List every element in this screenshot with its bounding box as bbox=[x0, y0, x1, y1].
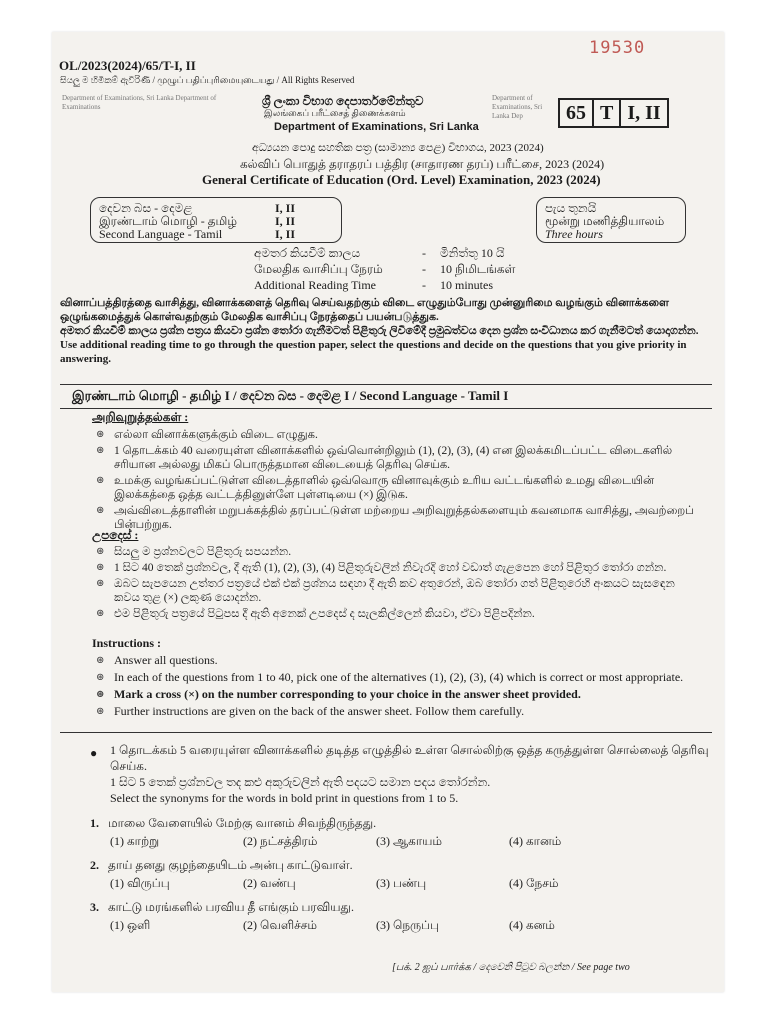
answer-option: (3) நெருப்பு bbox=[376, 918, 440, 932]
rights-notice: සියලු ම හිමිකම් ඇවිරිණි / முழுப் பதிப்புரிமையுடையது / All Rights Reserved bbox=[60, 75, 355, 85]
instruction-item: ⊛ Further instructions are given on the back of the answer sheet. Follow them carefully. bbox=[92, 704, 702, 719]
instruction-item: ⊛ ඔබට සැපයෙන උත්තර පත්‍රයේ එක් එක් ප්‍රශ්නය සඳහා දී ඇති කව අතුරෙන්, ඔබ තෝරා ගත් පිළිතුරෙහි අංකයට සැසඳෙන කවය තුළ (×) ලකුණ යොදන්න. bbox=[92, 577, 702, 605]
subject-line bbox=[99, 228, 333, 241]
duration-tamil: மூன்று மணித்தியாலம் bbox=[545, 214, 665, 228]
reading-time-value: 10 minutes bbox=[440, 278, 493, 292]
paper-code-language: T bbox=[594, 100, 621, 126]
duration-sinhala: පැය තුනයි bbox=[545, 201, 597, 215]
instruction-item: ⊛ එම පිළිතුරු පත්‍රයේ පිටුපස දී ඇති අනෙක් උපදෙස් ද සැලකිල්ලෙන් කියවා, ඒවා පිළිපදින්න. bbox=[92, 607, 702, 621]
reading-time-row: අමතර කියවීම් කාලය - මිනිත්තු 10 යි bbox=[254, 246, 505, 260]
reading-time-label: Additional Reading Time bbox=[254, 278, 377, 292]
question-stem: மாலை வேளையில் மேற்கு வானம் சிவந்திருந்தது. bbox=[108, 816, 377, 830]
watermark-right: Department of Examinations, Sri Lanka Dep bbox=[492, 94, 543, 120]
instructions-english bbox=[92, 636, 702, 721]
answer-option: (3) ஆகாயம் bbox=[376, 834, 443, 848]
instruction-item: ⊛ உமக்கு வழங்கப்பட்டுள்ள விடைத்தாளில் ஒவ்வொரு வினாவுக்கும் உரிய வட்டங்களில் உமது விடையின் இலக்கத்தை ஒத்த வட்டத்தினுள்ளே புள்ளடியை (×) இடுக. bbox=[92, 474, 702, 502]
reading-time-value: 10 நிமிடங்கள் bbox=[440, 262, 516, 276]
instruction-item: ⊛ In each of the questions from 1 to 40, pick one of the alternatives (1), (2), (3), (4) which is correct or most appropriate. bbox=[92, 670, 702, 685]
section-divider bbox=[60, 732, 712, 733]
answer-options bbox=[110, 876, 642, 892]
answer-option: (2) வண்பு bbox=[243, 876, 296, 890]
subject-paper: I, II bbox=[275, 201, 296, 215]
section-title: இரண்டாம் மொழி - தமிழ் I / දෙවන බස - දෙමළ I / Second Language - Tamil I bbox=[60, 384, 712, 409]
reading-time-label: අමතර කියවීම් කාලය bbox=[254, 246, 361, 260]
reading-time-row: மேலதிக வாசிப்பு நேரம் - 10 நிமிடங்கள் bbox=[254, 262, 516, 276]
part-intro-english: Select the synonyms for the words in bold print in questions from 1 to 5. bbox=[110, 791, 459, 805]
instruction-item: ⊛ 1 සිට 40 තෙක් ප්‍රශ්නවල, දී ඇති (1), (2), (3), (4) පිළිතුරුවලින් නිවැරදි හෝ වඩාත් ගැළපෙන හෝ පිළිතුර තෝරා ගන්න. bbox=[92, 561, 702, 575]
department-name-sinhala: ශ්‍රී ලංකා විභාග දෙපාර්තමේන්තුව bbox=[262, 94, 424, 108]
reading-time-instructions bbox=[60, 296, 712, 366]
answer-option: (2) நட்சத்திரம் bbox=[243, 834, 318, 848]
instruction-item: ⊛ සියලු ම ප්‍රශ්නවලට පිළිතුරු සපයන්න. bbox=[92, 545, 702, 559]
serial-number: 19530 bbox=[589, 38, 646, 58]
instruction-item: ⊛ Mark a cross (×) on the number corresponding to your choice in the answer sheet provided. bbox=[92, 687, 702, 702]
exam-title-english: General Certificate of Education (Ord. Level) Examination, 2023 (2024) bbox=[202, 172, 601, 187]
paper-code-parts: I, II bbox=[627, 102, 661, 124]
reading-time-value: මිනිත්තු 10 යි bbox=[440, 246, 505, 260]
question bbox=[90, 816, 642, 850]
part-intro-sinhala: 1 සිට 5 තෙක් ප්‍රශ්නවල තද කළු අකුරුවලින් ඇති පදයට සමාන පදය තෝරන්න. bbox=[110, 775, 491, 789]
paper-reference-code: OL/2023(2024)/65/T-I, II bbox=[59, 58, 196, 73]
instructions-heading: Instructions : bbox=[92, 636, 162, 650]
question-number: 3. bbox=[90, 900, 99, 914]
duration-box bbox=[536, 197, 686, 243]
paper-code-box bbox=[558, 98, 669, 128]
duration-english: Three hours bbox=[545, 227, 603, 241]
bullet-icon: ● bbox=[90, 746, 98, 760]
department-name-tamil: இலங்கைப் பரீட்சைத் திணைக்களம் bbox=[264, 108, 406, 118]
answer-option: (2) வெளிச்சம் bbox=[243, 918, 318, 932]
answer-option: (3) பண்பு bbox=[376, 876, 427, 890]
instructions-list bbox=[92, 545, 702, 621]
subject-paper: I, II bbox=[275, 227, 296, 241]
exam-title-tamil: கல்விப் பொதுத் தராதரப் பத்திர (சாதாரண தரப்) பரீட்சை, 2023 (2024) bbox=[240, 157, 605, 171]
intro-tamil: வினாப்பத்திரத்தை வாசித்து, வினாக்களைத் தெரிவு செய்வதற்கும் விடை எழுதும்போது முன்னுரிமை வழங்கும் வினாக்களை ஒழுங்கமைத்துக் கொள்வதற்கும் மேலதிக வாசிப்பு நேரத்தைப் பயன்படுத்துக. bbox=[60, 297, 669, 323]
instructions-list bbox=[92, 428, 702, 532]
question bbox=[90, 858, 642, 892]
paper-code-number: 65 bbox=[560, 100, 594, 126]
instruction-item: ⊛ Answer all questions. bbox=[92, 653, 702, 668]
question bbox=[90, 900, 642, 934]
answer-options bbox=[110, 918, 642, 934]
watermark-left: Department of Examinations, Sri Lanka Department of Examinations bbox=[62, 94, 217, 111]
intro-english: Use additional reading time to go through the question paper, select the questions and decide on the questions that you give priority in answering. bbox=[60, 339, 687, 365]
subject-box bbox=[90, 197, 342, 243]
intro-sinhala: අමතර කියවීම් කාලය ප්‍රශ්න පත්‍රය කියවා ප්‍රශ්න තෝරා ගැනීමටත් පිළිතුරු ලිවීමේදී ප්‍රමුඛත්වය දෙන ප්‍රශ්න සංවිධානය කර ගැනීමටත් යොදාගන්න. bbox=[60, 325, 699, 337]
answer-option: (1) காற்று bbox=[110, 834, 160, 848]
exam-paper-page bbox=[52, 32, 724, 992]
synonym-section-intro bbox=[110, 742, 710, 806]
subject-name: දෙවන බස - දෙමළ bbox=[99, 201, 193, 215]
instructions-heading: அறிவுறுத்தல்கள் : bbox=[92, 410, 189, 424]
instructions-heading: උපදෙස් : bbox=[92, 528, 139, 542]
answer-options bbox=[110, 834, 642, 850]
instructions-tamil bbox=[92, 410, 702, 534]
subject-paper: I, II bbox=[275, 214, 296, 228]
instruction-item: ⊛ எல்லா வினாக்களுக்கும் விடை எழுதுக. bbox=[92, 428, 702, 442]
part-intro-tamil: 1 தொடக்கம் 5 வரையுள்ள வினாக்களில் தடித்த எழுத்தில் உள்ள சொல்லிற்கு ஒத்த கருத்துள்ள சொல்லைத் தெரிவு செய்க. bbox=[110, 743, 709, 773]
page-footer: [பக். 2 ஐப் பார்க்க / දෙවෙනි පිටුව බලන්න / See page two bbox=[392, 962, 630, 973]
answer-option: (4) கனம் bbox=[509, 918, 555, 932]
instruction-item: ⊛ அவ்விடைத்தாளின் மறுபக்கத்தில் தரப்பட்டுள்ள மற்றைய அறிவுறுத்தல்களையும் கவனமாக வாசித்து, அவற்றைப் பின்பற்றுக. bbox=[92, 504, 702, 532]
answer-option: (1) விருப்பு bbox=[110, 876, 170, 890]
reading-time-label: மேலதிக வாசிப்பு நேரம் bbox=[254, 262, 383, 276]
question-stem: காட்டு மரங்களில் பரவிய தீ எங்கும் பரவியது. bbox=[108, 900, 354, 914]
answer-option: (1) ஒளி bbox=[110, 918, 151, 932]
question-stem: தாய் தனது குழந்தையிடம் அன்பு காட்டுவாள். bbox=[108, 858, 353, 872]
instructions-list bbox=[92, 653, 702, 719]
subject-name: Second Language - Tamil bbox=[99, 227, 223, 241]
exam-title-sinhala: අධ්‍යයන පොදු සහතික පත්‍ර (සාමාන්‍ය පෙළ) විභාගය, 2023 (2024) bbox=[252, 142, 544, 154]
question-number: 1. bbox=[90, 816, 99, 830]
instruction-item: ⊛ 1 தொடக்கம் 40 வரையுள்ள வினாக்களில் ஒவ்வொன்றிலும் (1), (2), (3), (4) என இலக்கமிடப்பட்ட விடைகளில் சரியான அல்லது மிகப் பொருத்தமான விடையைத் தெரிவு செய்க. bbox=[92, 444, 702, 472]
answer-option: (4) கானம் bbox=[509, 834, 562, 848]
answer-option: (4) நேசம் bbox=[509, 876, 559, 890]
subject-name: இரண்டாம் மொழி - தமிழ் bbox=[99, 214, 237, 228]
instructions-sinhala bbox=[92, 528, 702, 623]
question-number: 2. bbox=[90, 858, 99, 872]
reading-time-row: Additional Reading Time - 10 minutes bbox=[254, 278, 493, 292]
department-name-english: Department of Examinations, Sri Lanka bbox=[274, 121, 479, 133]
